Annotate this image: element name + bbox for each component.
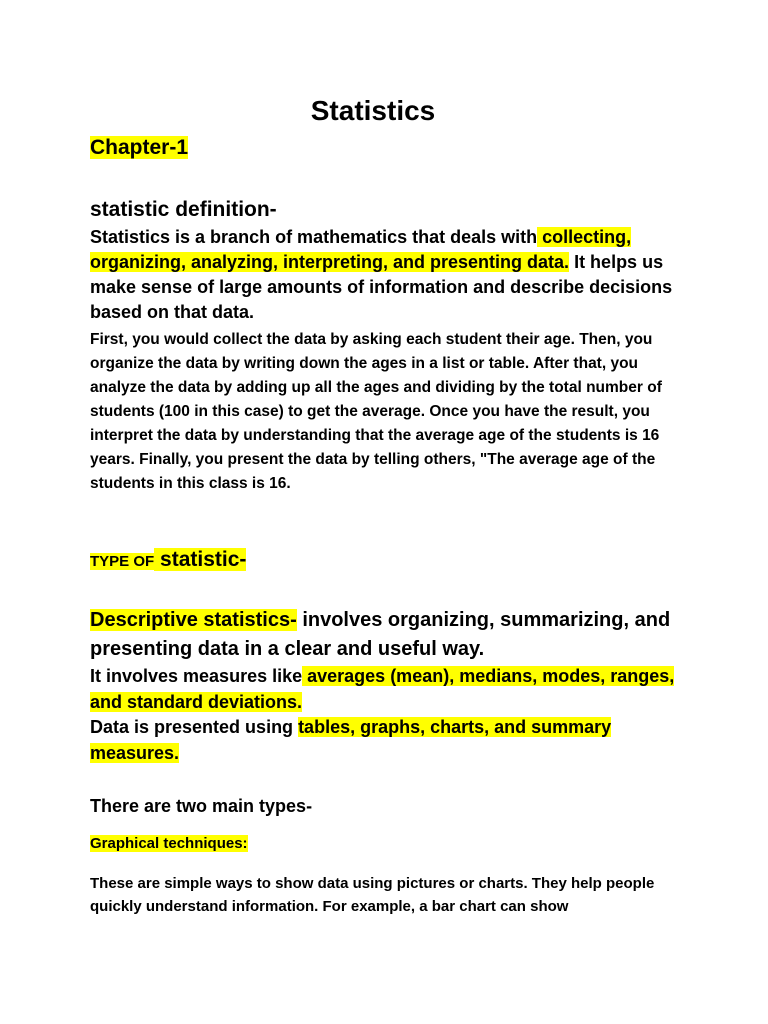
document-title: Statistics xyxy=(310,95,436,126)
measures-highlight-1: averages (mean), medians, modes, ranges, and standard deviations. xyxy=(90,666,675,712)
type-heading-big: statistic- xyxy=(154,548,247,571)
chapter-label: Chapter-1 xyxy=(90,136,189,159)
definition-text-1: Statistics is a branch of mathematics that deals with xyxy=(90,227,538,247)
two-main-types-heading: There are two main types- xyxy=(90,796,313,816)
type-heading-small: TYPE OF xyxy=(90,553,155,570)
measures-text-1: It involves measures like xyxy=(90,666,303,686)
measures-text-2: Data is presented using xyxy=(90,717,299,737)
chapter-heading xyxy=(90,134,690,162)
descriptive-statistics-text: involves organizing, summarizing, and presenting data in a clear and useful way. xyxy=(90,609,671,660)
definition-paragraph xyxy=(90,225,690,325)
graphical-techniques-paragraph: These are simple ways to show data using pictures or charts. They help people quickly understand information. For example, a bar chart can show xyxy=(90,875,655,915)
descriptive-statistics-label: Descriptive statistics- xyxy=(90,609,297,631)
measures-paragraph xyxy=(90,664,690,766)
type-of-statistic-heading xyxy=(90,546,690,576)
descriptive-statistics-paragraph xyxy=(90,606,690,664)
definition-highlight: collecting, organizing, analyzing, interpreting, and presenting data. xyxy=(90,227,632,272)
definition-text-2: It helps us make sense of large amounts of information and describe decisions based on that data. xyxy=(90,252,673,322)
graphical-techniques-heading xyxy=(90,834,690,854)
graphical-techniques-label: Graphical techniques: xyxy=(90,835,248,852)
measures-highlight-2: tables, graphs, charts, and summary measures. xyxy=(90,717,612,763)
definition-heading: statistic definition- xyxy=(90,198,277,221)
example-paragraph: First, you would collect the data by asking each student their age. Then, you organize the data by writing down the ages in a list or table. After that, you analyze the data by adding up all the ages and dividing by the total number of students (100 in this case) to get the average. Once you have the result, you interpret the data by understanding that the average age of the students is 16 years. Finally, you present the data by telling others, "The average age of the students in this class is 16. xyxy=(90,331,662,492)
